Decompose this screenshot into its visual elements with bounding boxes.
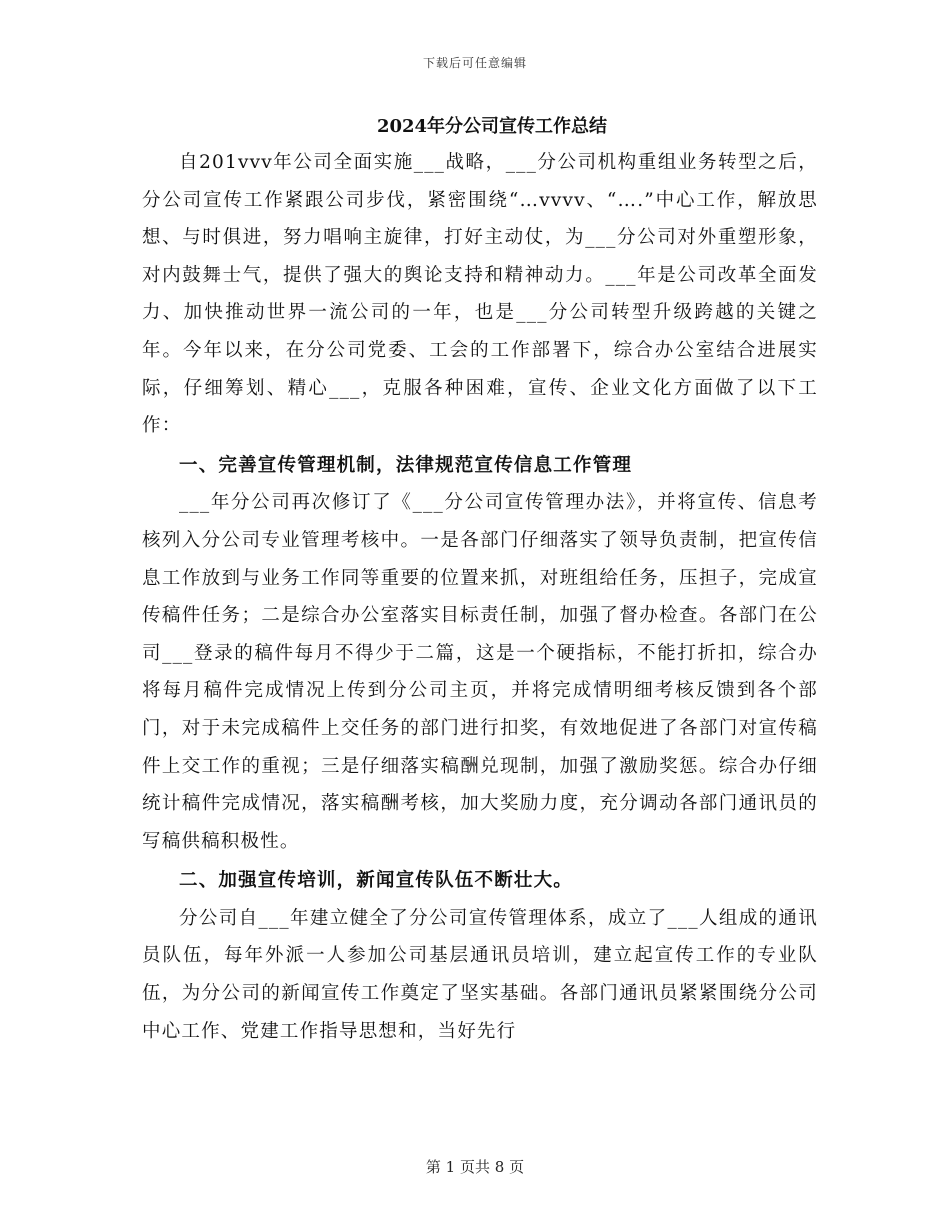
section-1-heading: 一、完善宣传管理机制，法律规范宣传信息工作管理 bbox=[179, 454, 633, 476]
intro-paragraph: 自201vvv年公司全面实施___战略，___分公司机构重组业务转型之后，分公司宣传工作紧跟公司步伐，紧密围绕“…vvvv、“….”中心工作，解放思想、与时俱进，努力唱响主旋律，打好主动仗，为___分公司对外重塑形象，对内鼓舞士气，提供了强大的舆论支持和精神动力。___年是公司改革全面发力、加快推动世界一流公司的一年，也是___分公司转型升级跨越的关键之年。今年以来，在分公司党委、工会的工作部署下，综合办公室结合进展实际，仔细筹划、精心___，克服各种困难，宣传、企业文化方面做了以下工作： bbox=[142, 152, 818, 437]
section-2-heading: 二、加强宣传培训，新闻宣传队伍不断壮大。 bbox=[179, 870, 574, 892]
document-body bbox=[142, 110, 818, 1050]
section-2-paragraph: 分公司自___年建立健全了分公司宣传管理体系，成立了___人组成的通讯员队伍，每年外派一人参加公司基层通讯员培训，建立起宣传工作的专业队伍，为分公司的新闻宣传工作奠定了坚实基础。各部门通讯员紧紧围绕分公司中心工作、党建工作指导思想和，当好先行 bbox=[142, 907, 818, 1042]
page-number: 第 1 页共 8 页 bbox=[425, 1158, 525, 1176]
document-title: 2024年分公司宣传工作总结 bbox=[376, 116, 608, 137]
page-header-note: 下载后可任意编辑 bbox=[422, 56, 527, 70]
section-1-paragraph: ___年分公司再次修订了《___分公司宣传管理办法》，并将宣传、信息考核列入分公司专业管理考核中。一是各部门仔细落实了领导负责制，把宣传信息工作放到与业务工作同等重要的位置来抓，对班组给任务，压担子，完成宣传稿件任务；二是综合办公室落实目标责任制，加强了督办检查。各部门在公司___登录的稿件每月不得少于二篇，这是一个硬指标，不能打折扣，综合办将每月稿件完成情况上传到分公司主页，并将完成情明细考核反馈到各个部门，对于未完成稿件上交任务的部门进行扣奖，有效地促进了各部门对宣传稿件上交工作的重视；三是仔细落实稿酬兑现制，加强了激励奖惩。综合办仔细统计稿件完成情况，落实稿酬考核，加大奖励力度，充分调动各部门通讯员的写稿供稿积极性。 bbox=[142, 492, 818, 852]
